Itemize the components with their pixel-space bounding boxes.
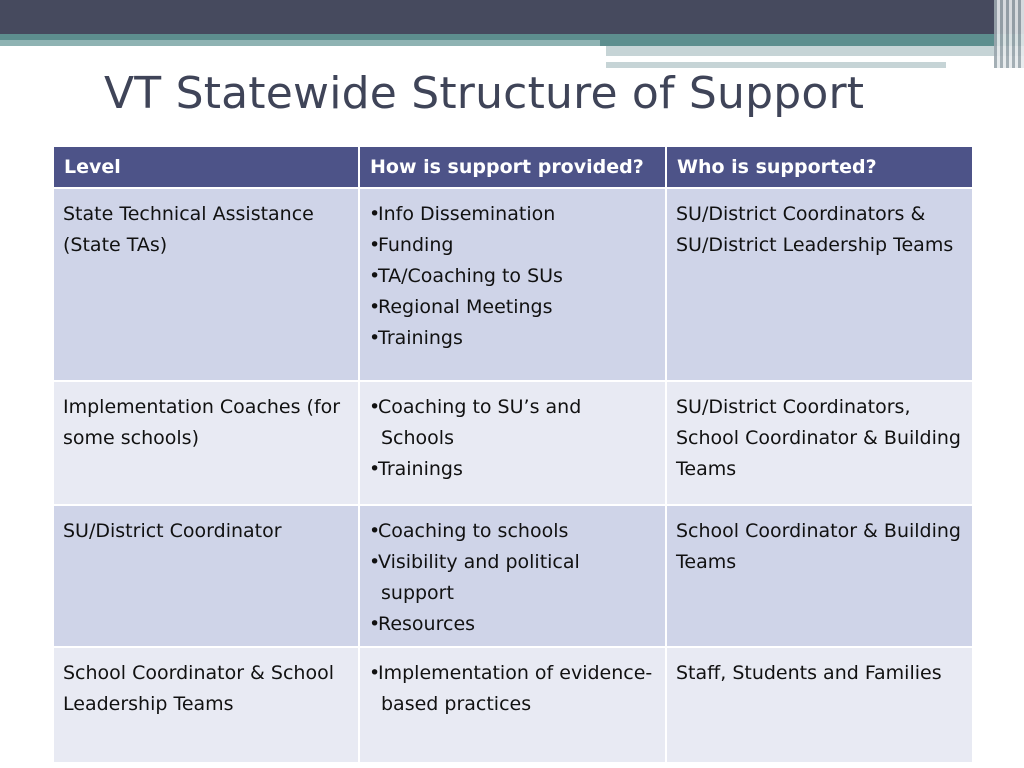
support-table (52, 145, 974, 764)
list-item: • Coaching to SU’s and Schools (369, 392, 656, 454)
slide-title: VT Statewide Structure of Support (104, 68, 865, 119)
list-item: • Trainings (369, 454, 656, 485)
header-who: Who is supported? (666, 146, 973, 188)
list-item: • Info Dissemination (369, 199, 656, 230)
list-item: • Trainings (369, 323, 656, 354)
cell-level: SU/District Coordinator (53, 505, 359, 647)
cell-who: Staff, Students and Families (666, 647, 973, 763)
list-item: • Regional Meetings (369, 292, 656, 323)
list-item: • Implementation of evidence-based practices (369, 658, 656, 720)
cell-how (359, 647, 666, 763)
table-row (53, 647, 973, 763)
cell-who: SU/District Coordinators, School Coordinator & Building Teams (666, 381, 973, 505)
top-band-divider (606, 56, 946, 59)
table-row (53, 188, 973, 381)
cell-who: School Coordinator & Building Teams (666, 505, 973, 647)
corner-stripes (994, 0, 1024, 68)
cell-how (359, 505, 666, 647)
how-list (369, 392, 656, 485)
how-list (369, 516, 656, 640)
table-row (53, 505, 973, 647)
list-item: • Visibility and political support (369, 547, 656, 609)
top-band-gray (606, 46, 1024, 56)
header-how: How is support provided? (359, 146, 666, 188)
how-list (369, 199, 656, 354)
cell-who: SU/District Coordinators & SU/District Leadership Teams (666, 188, 973, 381)
cell-level: Implementation Coaches (for some schools) (53, 381, 359, 505)
top-band-teal-light (0, 40, 600, 46)
how-list (369, 658, 656, 720)
cell-level: School Coordinator & School Leadership Teams (53, 647, 359, 763)
cell-how (359, 381, 666, 505)
list-item: • TA/Coaching to SUs (369, 261, 656, 292)
list-item: • Resources (369, 609, 656, 640)
list-item: • Coaching to schools (369, 516, 656, 547)
table-row (53, 381, 973, 505)
cell-level: State Technical Assistance (State TAs) (53, 188, 359, 381)
top-band-dark (0, 0, 1024, 34)
header-level: Level (53, 146, 359, 188)
list-item: • Funding (369, 230, 656, 261)
table-header-row (53, 146, 973, 188)
cell-how (359, 188, 666, 381)
